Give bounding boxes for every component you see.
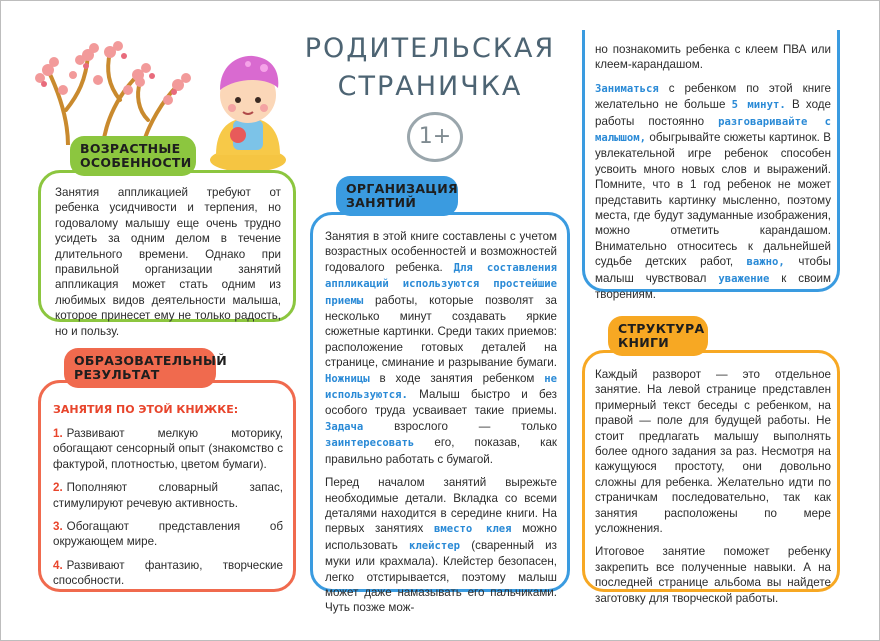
- list-text: Развивают фантазию, творческие способности.: [53, 558, 283, 588]
- continuation-box: [582, 30, 840, 302]
- education-list: [53, 426, 283, 589]
- structure-text: [595, 367, 831, 614]
- list-number: 3.: [53, 520, 63, 534]
- education-label: ОБРАЗОВАТЕЛЬНЫЙ РЕЗУЛЬТАТ: [64, 348, 216, 388]
- text-run: (сваренный из муки или крахмала). Клейстер безопасен, легко отстирывается, поэтому малыш может даже намазывать его пальчиками. Чуть позже мож-: [325, 538, 557, 615]
- text-run: его, показав, как правильно работать с бумагой.: [325, 436, 557, 466]
- highlight-text: заинтересовать: [325, 437, 415, 450]
- age-features-label: ВОЗРАСТНЫЕ ОСОБЕННОСТИ: [70, 136, 196, 176]
- education-lead: ЗАНЯТИЯ ПО ЭТОЙ КНИЖКЕ:: [53, 403, 239, 416]
- text-run: к своим творениям.: [595, 271, 831, 302]
- baby-illustration: [198, 50, 298, 175]
- organization-label: ОРГАНИЗАЦИЯ ЗАНЯТИЙ: [336, 176, 458, 216]
- continuation-paragraph-1: но познакомить ребенка с клеем ПВА или клеем-карандашом.: [595, 43, 831, 72]
- highlight-text: 5 минут.: [731, 99, 786, 112]
- page-title: РОДИТЕЛЬСКАЯ СТРАНИЧКА: [304, 33, 556, 102]
- list-number: 4.: [53, 558, 63, 572]
- continuation-paragraph-2: [595, 81, 831, 303]
- text-run: Малыш быстро и без особого труда усваивает такие приемы.: [325, 388, 557, 418]
- blossom-branch-illustration: [28, 40, 198, 145]
- organization-text: [325, 229, 557, 624]
- structure-box: [582, 350, 840, 605]
- structure-paragraph-1: Каждый разворот — это отдельное занятие. На левой странице представлен примерный текст беседы с ребенком, на правой — поле для будущей работы. Не стоит предлагать малышу выполнять более одного задания за раз. Несмотря на кажущуюся простоту, они довольно сложны для ребенка. Желательно идти по страничкам последовательно, так как занятия расположены по мере усложнения.: [595, 368, 831, 536]
- text-run: Перед началом занятий вырежьте необходимые детали. Вкладка со всеми деталями находится в середине книги. На первых занятиях: [325, 476, 557, 536]
- structure-paragraph-2: Итоговое занятие поможет ребенку закрепить все полученные навыки. А на последней странице альбома вы найдете заготовку для творческой работы.: [595, 545, 831, 605]
- organization-paragraph-1: [325, 229, 557, 467]
- text-run: можно использовать: [325, 522, 557, 552]
- list-text: Развивают мелкую моторику, обогащают сенсорный опыт (знакомство с фактурой, плотностью, цветом бумаги).: [53, 427, 283, 471]
- text-run: В ходе работы постоянно: [595, 98, 831, 128]
- text-run: взрослого — только: [394, 419, 557, 433]
- text-run: обыгрывайте сюжеты картинок. В увлекательной игре ребенок способен усвоить много новых слов и выражений. Помните, что в 1 год ребенок не может представить картинку мысленно, поэтому места, где будут задуманные изображения, можно отметить карандашом. Внимательно относитесь к дальнейшей судьбе детских работ,: [595, 131, 831, 269]
- continuation-text: [595, 42, 831, 311]
- list-item: [53, 558, 283, 589]
- text-run: чтобы малыш чувствовал: [595, 255, 831, 285]
- age-badge: 1+: [407, 112, 463, 162]
- highlight-text: разговаривайте с малышом,: [595, 115, 831, 145]
- education-box: [38, 380, 296, 592]
- highlight-text: Для составления аппликаций используются простейшие приемы: [325, 261, 558, 307]
- list-text: Пополняют словарный запас, стимулируют речевую активность.: [53, 481, 283, 510]
- list-number: 2.: [53, 481, 63, 495]
- highlight-text: не используются.: [325, 372, 557, 402]
- highlight-text: Задача: [325, 420, 364, 433]
- text-run: Занятия в этой книге составлены с учетом возрастных особенностей и возможностей годовалого ребенка.: [325, 230, 557, 274]
- text-run: в ходе занятия ребенком: [379, 371, 535, 385]
- list-item: [53, 480, 283, 511]
- highlight-text: важно,: [746, 256, 785, 269]
- highlight-text: Заниматься: [595, 82, 659, 95]
- age-features-box: [38, 170, 296, 338]
- organization-paragraph-2: [325, 475, 557, 616]
- highlight-text: Ножницы: [325, 372, 370, 385]
- text-run: с ребенком по этой книге желательно не больше: [595, 81, 831, 112]
- highlight-text: клейстер: [409, 539, 461, 552]
- structure-label: СТРУКТУРА КНИГИ: [608, 316, 708, 356]
- list-text: Обогащают представления об окружающем мире.: [53, 520, 283, 549]
- list-item: [53, 519, 283, 550]
- list-item: [53, 426, 283, 472]
- highlight-text: вместо клея: [433, 523, 512, 536]
- education-content: [53, 403, 283, 597]
- organization-box: [310, 212, 570, 615]
- age-features-text: Занятия аппликацией требуют от ребенка усидчивости и терпения, но годовалому малышу еще очень трудно усидеть за одним делом в течение длительного времени. Однако при правильной организации занятий аппликация может стать одним из любимых видов деятельности малыша, которое принесет ему не только радость, но и пользу.: [55, 186, 281, 338]
- list-number: 1.: [53, 427, 63, 440]
- highlight-text: уважение: [718, 272, 770, 285]
- text-run: работы, которые позволят за несколько минут создавать яркие сюжетные картинки. Среди таких приемов: расположение готовых деталей на странице, сминание и разрывание бумаги.: [325, 293, 557, 370]
